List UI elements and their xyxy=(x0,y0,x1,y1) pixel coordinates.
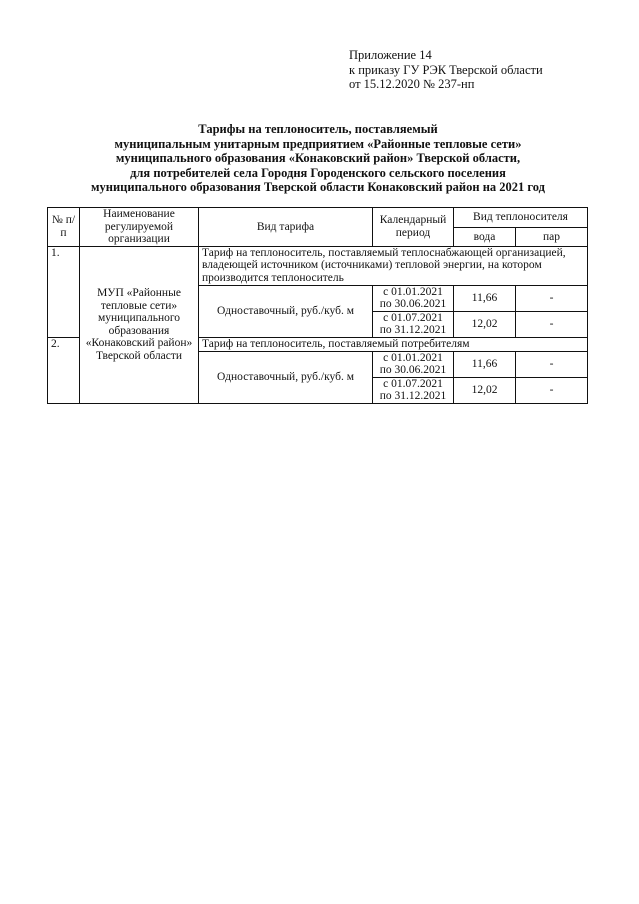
header-carrier: Вид теплоносителя xyxy=(454,208,588,228)
document-title xyxy=(40,122,596,195)
header-steam: пар xyxy=(516,228,588,246)
water-value: 12,02 xyxy=(454,377,516,403)
period-cell: с 01.07.2021 по 31.12.2021 xyxy=(373,377,454,403)
water-value: 11,66 xyxy=(454,285,516,311)
organization-name: МУП «Районные тепловые сети» муниципального образования «Конаковский район» Тверской области xyxy=(80,246,199,403)
water-value: 11,66 xyxy=(454,351,516,377)
header-period: Календарный период xyxy=(373,208,454,247)
tariff-table xyxy=(47,207,588,404)
table-row xyxy=(48,246,588,285)
title-line-1: Тарифы на теплоноситель, поставляемый xyxy=(198,122,438,136)
appendix-line-3: от 15.12.2020 № 237-нп xyxy=(349,77,475,91)
section-title-1: Тариф на теплоноситель, поставляемый теплоснабжающей организацией, владеющей источником (источниками) тепловой энергии, на котором производится теплоноситель xyxy=(199,246,588,285)
appendix-header xyxy=(349,48,543,92)
steam-value: - xyxy=(516,351,588,377)
header-organization: Наименование регулируемой организации xyxy=(80,208,199,247)
steam-value: - xyxy=(516,311,588,337)
section-title-2: Тариф на теплоноситель, поставляемый потребителям xyxy=(199,337,588,351)
period-cell: с 01.01.2021 по 30.06.2021 xyxy=(373,351,454,377)
period-cell: с 01.07.2021 по 31.12.2021 xyxy=(373,311,454,337)
title-line-4: для потребителей села Городня Городенского сельского поселения xyxy=(130,165,506,180)
header-num: № п/п xyxy=(48,208,80,247)
tariff-type-2: Одноставочный, руб./куб. м xyxy=(199,351,373,403)
tariff-type-1: Одноставочный, руб./куб. м xyxy=(199,285,373,337)
row-num-1: 1. xyxy=(48,246,80,337)
title-line-3: муниципального образования «Конаковский район» Тверской области, xyxy=(115,151,521,166)
steam-value: - xyxy=(516,377,588,403)
table-header-row xyxy=(48,208,588,228)
title-line-5: муниципального образования Тверской области Конаковский район на 2021 год xyxy=(91,180,545,195)
water-value: 12,02 xyxy=(454,311,516,337)
header-water: вода xyxy=(454,228,516,246)
steam-value: - xyxy=(516,285,588,311)
period-cell: с 01.01.2021 по 30.06.2021 xyxy=(373,285,454,311)
row-num-2: 2. xyxy=(48,337,80,403)
title-line-2: муниципальным унитарным предприятием «Районные тепловые сети» xyxy=(114,136,522,151)
appendix-line-1: Приложение 14 xyxy=(349,48,432,62)
header-tariff-type: Вид тарифа xyxy=(199,208,373,247)
appendix-line-2: к приказу ГУ РЭК Тверской области xyxy=(349,62,543,77)
